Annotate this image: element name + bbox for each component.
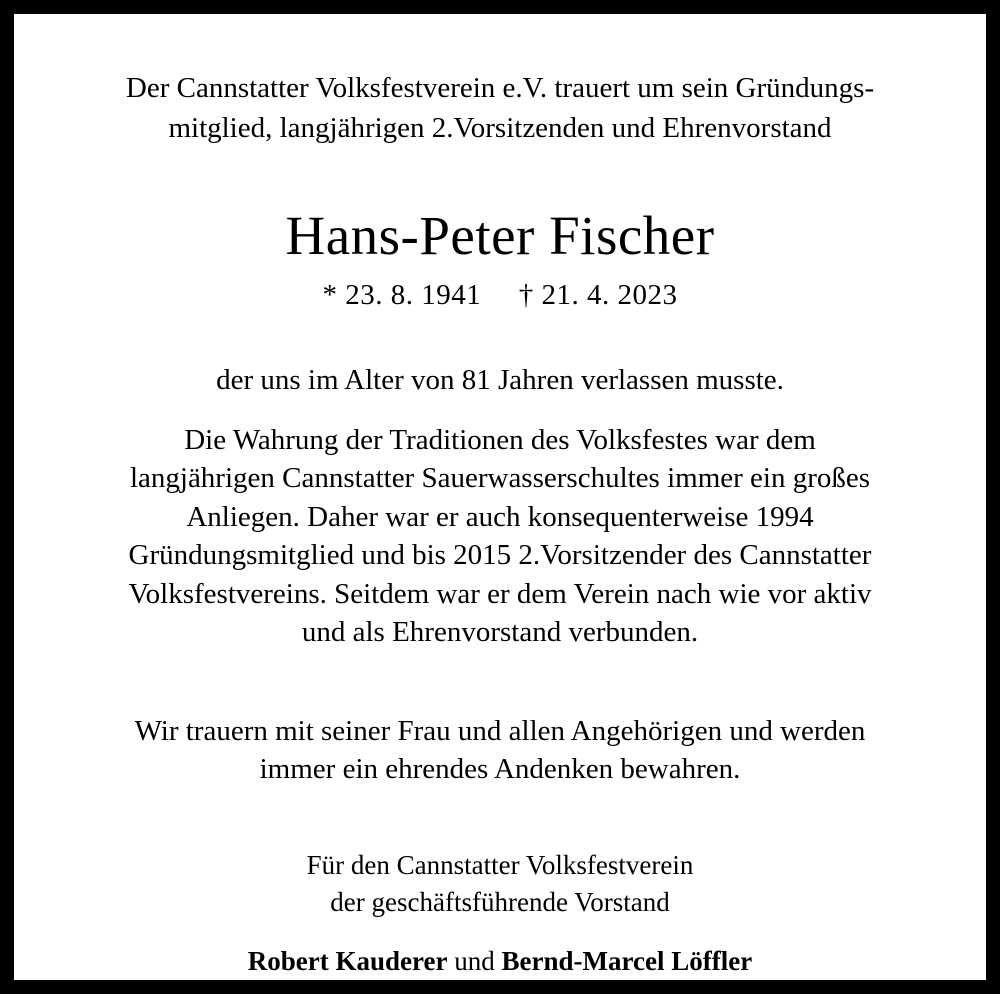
intro-text — [54, 68, 946, 148]
signature-line-2: der geschäftsführende Vorstand — [330, 886, 670, 917]
tribute-text — [54, 421, 946, 652]
signers — [54, 946, 946, 977]
intro-line-1: Der Cannstatter Volksfestverein e.V. trauert um sein Gründungs- — [125, 72, 875, 104]
deceased-name: Hans-Peter Fischer — [285, 205, 715, 267]
signer-name-1: Robert Kauderer — [247, 946, 448, 977]
age-line: der uns im Alter von 81 Jahren verlassen musste. — [216, 363, 784, 396]
tribute-line-3: Anliegen. Daher war er auch konsequenterweise 1994 — [186, 500, 814, 533]
tribute-line-5: Volksfestvereins. Seitdem war er dem Verein nach wie vor aktiv — [128, 577, 872, 610]
tribute-line-1: Die Wahrung der Traditionen des Volksfestes war dem — [184, 423, 816, 456]
death-date: † 21. 4. 2023 — [518, 278, 678, 311]
signature-block — [54, 847, 946, 920]
mourning-line-2: immer ein ehrendes Andenken bewahren. — [259, 753, 741, 786]
birth-date: * 23. 8. 1941 — [322, 278, 482, 311]
intro-line-2: mitglied, langjährigen 2.Vorsitzenden und Ehrenvorstand — [168, 112, 832, 145]
signature-line-1: Für den Cannstatter Volksfestverein — [306, 850, 694, 881]
mourning-text — [54, 712, 946, 789]
tribute-line-2: langjährigen Cannstatter Sauerwasserschultes immer ein großes — [129, 462, 871, 495]
tribute-line-6: und als Ehrenvorstand verbunden. — [301, 616, 699, 649]
tribute-line-4: Gründungsmitglied und bis 2015 2.Vorsitzender des Cannstatter — [128, 539, 872, 572]
life-dates — [54, 279, 946, 312]
mourning-line-1: Wir trauern mit seiner Frau und allen Angehörigen und werden — [134, 714, 866, 747]
signer-name-2: Bernd-Marcel Löffler — [501, 946, 753, 977]
deceased-block — [54, 206, 946, 312]
signer-conjunction: und — [447, 946, 502, 977]
